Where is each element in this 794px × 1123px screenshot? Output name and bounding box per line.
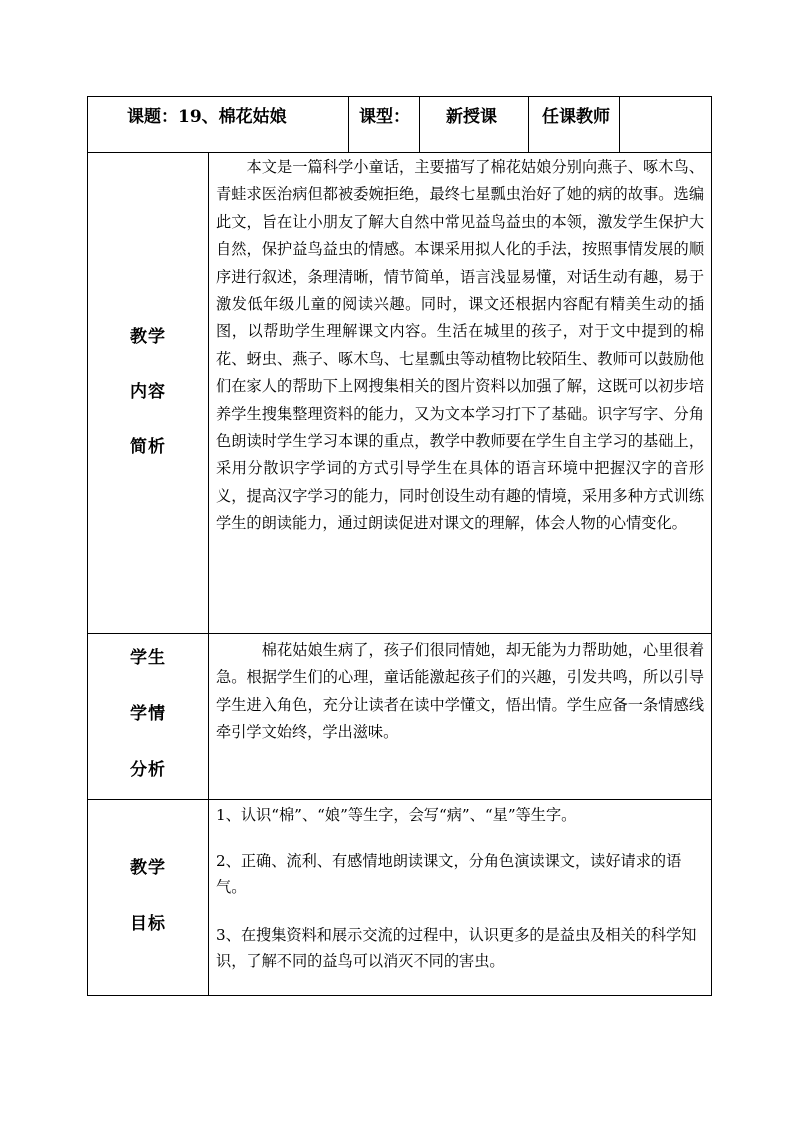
table-divider-header <box>87 152 712 153</box>
content-label-line-1: 教学 <box>130 327 166 347</box>
header-divider-2 <box>419 96 420 152</box>
table-divider-student <box>87 799 712 800</box>
goal-item-2: 2、正确、流利、有感情地朗读课文，分角色演读课文，读好请求的语气。 <box>216 852 682 896</box>
content-label-line-2: 内容 <box>130 382 166 402</box>
goals-label-line-1: 教学 <box>130 858 166 878</box>
lesson-type-label: 课型： <box>359 107 410 127</box>
student-label-line-3: 分析 <box>130 760 166 780</box>
content-paragraph: 本文是一篇科学小童话，主要描写了棉花姑娘分别向燕子、啄木鸟、青蛙求医治病但都被委婉拒绝，最终七星瓢虫治好了她的病的故事。选编此文，旨在让小朋友了解大自然中常见益鸟益虫的本领，激发学生保护大自然，保护益鸟益虫的情感。本课采用拟人化的手法，按照事情发展的顺序进行叙述，条理清晰，情节简单，语言浅显易懂，对话生动有趣，易于激发低年级儿童的阅读兴趣。同时，课文还根据内容配有精美生动的插图，以帮助学生理解课文内容。生活在城里的孩子，对于文中提到的棉花、蚜虫、燕子、啄木鸟、七星瓢虫等动植物比较陌生、教师可以鼓励他们在家人的帮助下上网搜集相关的图片资料以加强了解，这既可以初步培养学生搜集整理资料的能力，又为文本学习打下了基础。识字写字、分角色朗读时学生学习本课的重点，教学中教师要在学生自主学习的基础上，采用分散识字学词的方式引导学生在具体的语言环境中把握汉字的音形义，提高汉字学习的能力，同时创设生动有趣的情境，采用多种方式训练学生的朗读能力，通过朗读促进对课文的理解，体会人物的心情变化。 <box>216 158 704 533</box>
table-divider-content <box>87 633 712 634</box>
lesson-plan-table <box>87 96 712 996</box>
header-divider-1 <box>348 96 349 152</box>
content-label-line-3: 简析 <box>130 437 166 457</box>
lesson-type-value: 新授课 <box>446 107 497 127</box>
header-divider-3 <box>528 96 529 152</box>
table-border-bottom <box>87 995 712 996</box>
goal-item-3: 3、在搜集资料和展示交流的过程中，认识更多的是益虫及相关的科学知识，了解不同的益鸟可以消灭不同的害虫。 <box>216 926 697 970</box>
teacher-label: 任课教师 <box>542 107 610 127</box>
goal-item-1: 1、认识“棉”、“娘”等生字，会写“病”、“星”等生字。 <box>216 806 577 824</box>
student-label-line-2: 学情 <box>130 704 166 724</box>
title-cell <box>127 106 287 128</box>
label-column-divider <box>208 152 209 996</box>
title-value: 19、棉花姑娘 <box>178 107 287 127</box>
goals-label-line-2: 目标 <box>130 914 166 934</box>
table-border-right <box>711 96 712 996</box>
title-label: 课题： <box>127 107 178 127</box>
student-paragraph: 棉花姑娘生病了，孩子们很同情她，却无能为力帮助她，心里很着急。根据学生们的心理，童话能激起孩子们的兴趣，引发共鸣，所以引导学生进入角色，充分让读者在读中学懂文，悟出情。学生应备一条情感线牵引学文始终，学出滋味。 <box>216 641 704 742</box>
student-label-line-1: 学生 <box>130 648 166 668</box>
header-divider-4 <box>619 96 620 152</box>
